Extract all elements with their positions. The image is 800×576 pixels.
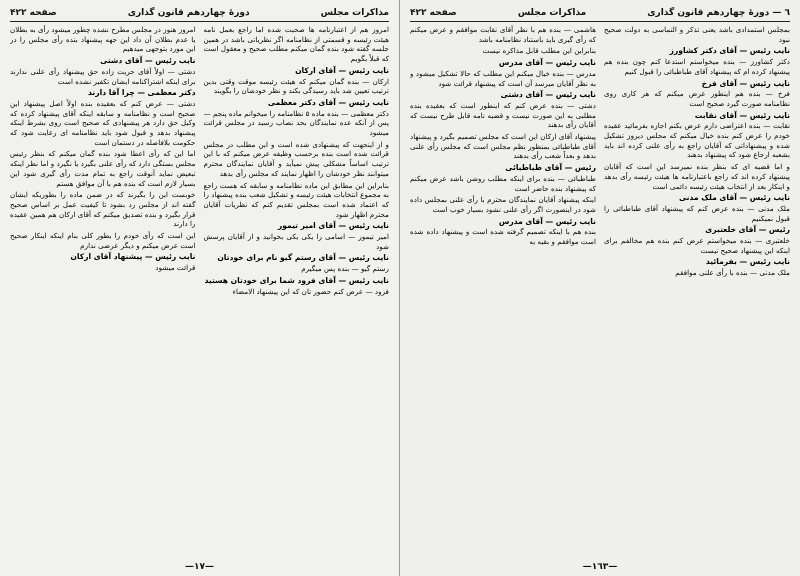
left-header-left: صفحه ۴۲۲ (10, 7, 57, 18)
left-page-right-column (204, 25, 390, 565)
speaker-line: دکتر معظمی — چرا آقا دارند (88, 88, 196, 98)
left-page-columns (10, 25, 389, 565)
paragraph: فرخ — بنده هم اینطور عرض میکنم که هر کاری روی نظامنامه صورت گیرد صحیح است (604, 89, 790, 108)
paragraph: خلعتبری — بنده میخواستم عرض کنم بنده هم مخالفم برای اینکه این پیشنهاد صحیح نیست (604, 236, 790, 255)
paragraph: امروز هنوز در مجلس مطرح نشده چطور میشود رأی به بطلان یا عدم بطلان آن داد این جهه پیشنهاد بنده رأی مجلس را در این مورد بتوجهی میدهیم (10, 25, 196, 54)
speaker-line: رئیس — آقای خلعتبری (705, 225, 790, 235)
paragraph: و اما قضیه ای که بنظر بنده نمیرسد این است که آقایان پیشنهاد کرده اند که راجع باعتبارنامه ها هیئت رئیسه رأی بدهد و اینکار بعد از انتخاب هیئت رئیسه دائمی است (604, 162, 790, 191)
speaker-line: نایب رئیس — آقای مدرس (498, 58, 596, 68)
speaker-line: نایب رئیس — آقای دشتی (100, 56, 196, 66)
paragraph: دشتی — بنده عرض کنم که اینطور است که بعقیده بنده مطلبی به این صورت نیست و قضیه نامه قابل طرح نیست که آقایان رأی بدهند (410, 100, 596, 130)
paragraph: امیر تیمور — اسامی را یکی یکی بخوانید و از آقایان پرسش شود (203, 232, 389, 251)
paragraph: بمجلس استمدادی باشد یعنی تذکر و التماسی به دولت صحیح نبود (604, 25, 790, 44)
speaker-line: رئیس — آقای طباطبائی (505, 163, 596, 173)
paragraph: اما این که رأی اعطا شود بنده گمان میکنم که بنظر رئیس مجلس بستگی دارد که رأی علنی بگیرد یا نگیرد و اما نظر اینکه تبعیض نماید آنوقت راجع به تمام مدت رأی گیری شود این بسیار لازم است که بنده هم با آن موافق هستم (10, 149, 196, 188)
speaker-line: نایب رئیس — آقای دشتی (500, 90, 596, 100)
speaker-line: نایب رئیس — آقای ارکان (295, 65, 389, 75)
paragraph: هاشمی — بنده هم با نظر آقای نقابت موافقم و عرض میکنم که رأی گیری باید باستناد نظامنامه باشد (410, 25, 596, 44)
paragraph: دکتر معظمی — بنده ماده ۵ نظامنامه را میخوانم ماده پنجم — پس از آنکه عده نمایندگان بحد نصاب رسید در مجلس قرائت میشود (203, 108, 389, 138)
paragraph: فرود — عرض کنم حضور تان که این پیشنهاد الامضاء (232, 286, 389, 296)
paragraph: پیشنهاد آقای ارکان این است که مجلس تصمیم بگیرد و پیشنهاد آقای طباطبائی بمنظور نظم مجلس است که مجلس رأی علنی بدهد و بعداً شعب رأی بدهند (410, 132, 596, 161)
paragraph: قرائت میشود (155, 263, 196, 273)
right-page (400, 0, 800, 576)
left-page-left-column (10, 25, 196, 565)
speaker-line: نایب رئیس — آقای دکتر کشاورز (669, 46, 790, 56)
right-page-header (410, 6, 790, 22)
right-header-right: ٦ — دورهٔ چهاردهم قانون گذاری (647, 7, 790, 18)
right-header-left: صفحه ۴۲۲ (410, 7, 457, 18)
paragraph: رستم گیو — بنده پس میگیرم (301, 264, 389, 274)
right-page-right-column (604, 25, 790, 565)
paragraph: اینکه پیشنهاد آقایان نمایندگان محترم با رأی علنی بمجلس داده شود در اینصورت اگر رأی علنی نشود بسیار خوب است (410, 195, 596, 214)
paragraph: طباطبائی — بنده برای اینکه مطلب روشن باشد عرض میکنم که پیشنهاد بنده حاضر است (410, 173, 596, 193)
speaker-line: نایب رئیس — آقای رستم گیو نام برای خودتان (217, 253, 389, 263)
paragraph: این است که رأی خودم را بطور کلی بنام اینکه اینکار صحیح است عرض میکنم و دیگر عرضی ندارم (10, 231, 196, 250)
paragraph: بنده هم با اینکه تصمیم گرفته شده است و پیشنهاد داده شده است موافقم و بقیه به (410, 227, 596, 247)
speaker-line: نایب رئیس — پیشنهاد آقای ارکان (70, 252, 196, 262)
speaker-line: نایب رئیس — آقای دکتر معظمی (267, 97, 389, 107)
speaker-line: نایب رئیس — آقای مدرس (498, 216, 596, 226)
paragraph: امروز هم از اعتبارنامه ها صحبت شده اما راجع بعمل نامه هیئت رئیسه و قسمتی از نظامنامه اگر نظریاتی باشد در همین جلسه گفته شود بنده گمان میکنم مطلب صحیح و معقول است که قبلاً بگویم (203, 25, 389, 64)
paragraph: ملک مدنی — بنده عرض کنم که پیشنهاد آقای طباطبائی را قبول نمیکنیم (604, 203, 790, 223)
right-page-number: —١٦٣— (582, 562, 618, 572)
left-page-header (10, 6, 389, 22)
paragraph: ارکان — بنده گمان میکنم که هیئت رئیسه موقت وقتی بدین ترتیب تعیین شد باید رسیدگی بکند و نظر خودشان را بگویند (203, 76, 389, 96)
speaker-line: نایب رئیس — آقای فرود شما برای خودتان هستید (204, 275, 389, 285)
paragraph: بنابراین این مطلب قابل مذاکره نیست (482, 46, 596, 56)
left-header-right: مذاکرات مجلس (320, 7, 389, 18)
speaker-line: نایب رئیس — آقای امیر تیمور (277, 221, 389, 231)
speaker-line: نایب رئیس — آقای ملک مدنی (678, 193, 790, 203)
right-header-center: مذاکرات مجلس (517, 7, 587, 18)
paragraph: بنابراین این مطابق این ماده نظامنامه و سابقه که هست راجع به مجموع انتخابات هیئت رئیسه و تشکیل شعب بنده پیشنهاد را که اعتماد شده است بمجلس تقدیم کنم که نظریات آقایان محترم اظهار شود (203, 180, 389, 219)
left-page-number: —١٧— (185, 562, 214, 572)
speaker-line: نایب رئیس — آقای فرخ (701, 78, 790, 88)
speaker-line: نایب رئیس — آقای نقابت (694, 110, 790, 120)
left-header-center: دورهٔ چهاردهم قانون گذاری (127, 7, 250, 18)
paragraph: خوبست این را بگیرند که در ضمن ماده را بطوریکه ایشان گفته اند از مجلس رد بشود تا کیفیت عمل بر اساس صحیح قرار بگیرد و بنده تصدیق میکنم که آقای ارکان هم همین عقیده را دارند (10, 190, 196, 229)
paragraph: و از اینجهت که پیشنهادی شده است و این مطلب در مجلس قرائت شده است بنده برحسب وظیفه عرض میکنم که با این ترتیب اساساً مشکلی پیش نمیآید و آقایان نمایندگان محترم میتوانند نظر خودشان را اظهار نمایند که مجلس رأی بدهد (203, 139, 389, 178)
paragraph: دشتی — اولاً آقای حریت زاده حق پیشنهاد رأی علنی ندارند برای اینکه اشتراکنامه ایشان تکفیر نشده است (10, 66, 196, 86)
paragraph: مدرس — بنده خیال میکنم این مطلب که حالا تشکیل میشود و به نظر آقایان میرسد آن است که پیشنهاد قرائت شود (410, 68, 596, 88)
speaker-line: نایب رئیس — بفرمائید (705, 257, 790, 267)
right-page-columns (410, 25, 790, 565)
paragraph: دکتر کشاورز — بنده میخواستم استدعا کنم چون بنده هم پیشنهاد کرده ام که پیشنهاد آقای طباطبائی را قبول کنیم (604, 57, 790, 76)
paragraph: دشتی — عرض کنم که بعقیده بنده اولاً اصل پیشنهاد این صحیح است و نظامنامه و سابقه اینکه آقای پیشنهاد کرده که وکیل حق دارد هر پیشنهادی که صحیح است روی بشرط اینکه پیشنهاد بدهد و قبول شود باید نظامنامه ای رعایت شود که حکومت بلافاصله در دستمان است (10, 98, 196, 147)
right-page-left-column (410, 25, 596, 565)
paragraph: نقابت — بنده اعتراضی دارم عرض بکنم اجازه بفرمائید عقیده خودم را عرض کنم بنده خیال میکنم که مجلس دیروز تشکیل شده و پیشنهاداتی که آقایان راجع به رأی علنی کرده اند باید بشعبه ارجاع شود که پیشنهاد بدهند (604, 121, 790, 160)
paragraph: ملک مدنی — بنده با رأی علنی موافقم (675, 268, 790, 278)
